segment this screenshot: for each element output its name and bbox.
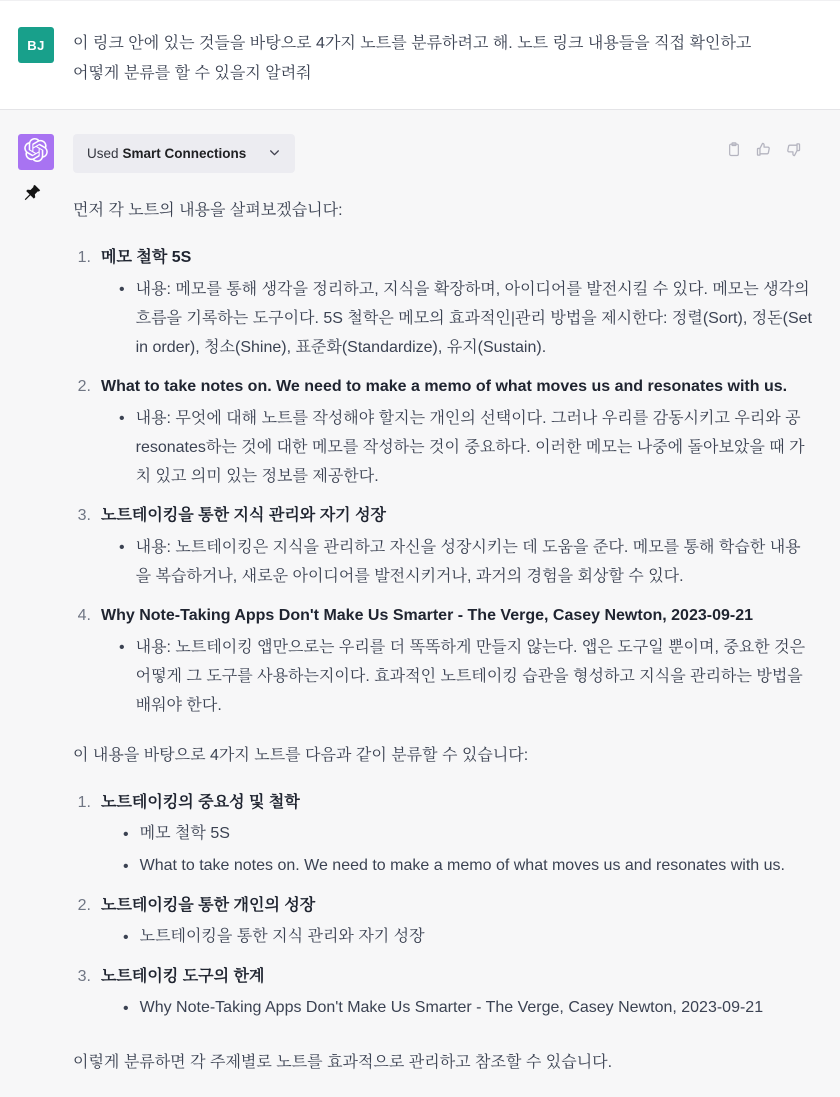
list-number: 2.	[77, 897, 91, 914]
bullet-marker: •	[119, 539, 125, 556]
note-content: 내용: 메모를 통해 생각을 정리하고, 지식을 확장하며, 아이디어를 발전시킬 수 있다. 메모는 생각의 흐름을 기록하는 도구이다. 5S 철학은 메모의 효과적인|관리 방법을 제시한다: 정렬(Sort), 정돈(Set in order), 청소(Shine), 표준화(Standardize), 유지(Sustain).	[135, 281, 812, 356]
assistant-header	[73, 134, 812, 173]
note-title: What to take notes on. We need to make a memo of what moves us and resonates with us.	[101, 378, 788, 395]
user-message-text: 이 링크 안에 있는 것들을 바탕으로 4가지 노트를 분류하려고 해. 노트 링크 내용들을 직접 확인하고 어떻게 분류를 할 수 있을지 알려줘	[73, 35, 752, 82]
user-avatar-initials: BJ	[27, 37, 45, 53]
bullet-marker: •	[123, 929, 129, 946]
category-item	[73, 962, 812, 1023]
bullet-marker: •	[119, 281, 125, 298]
bullet-marker: •	[123, 858, 129, 875]
category-note: What to take notes on. We need to make a memo of what moves us and resonates with us.	[139, 857, 785, 874]
classification-intro-paragraph: 이 내용을 바탕으로 4가지 노트를 다음과 같이 분류할 수 있습니다:	[73, 747, 529, 764]
note-title: 메모 철학 5S	[101, 249, 192, 266]
bullet-marker: •	[119, 410, 125, 427]
category-note: 노트테이킹을 통한 지식 관리와 자기 성장	[139, 928, 425, 945]
intro-paragraph: 먼저 각 노트의 내용을 살펴보겠습니다:	[73, 202, 343, 219]
bullet-marker: •	[119, 639, 125, 656]
note-content: 내용: 노트테이킹 앱만으로는 우리를 더 똑똑하게 만들지 않는다. 앱은 도구일 뿐이며, 중요한 것은 어떻게 그 도구를 사용하는지이다. 효과적인 노트테이킹 습관을 형성하고 지식을 관리하는 방법을 배워야 한다.	[135, 639, 806, 714]
message-actions	[726, 134, 812, 163]
list-number: 3.	[77, 968, 91, 985]
bullet-marker: •	[123, 1000, 129, 1017]
outro-paragraph: 이렇게 분류하면 각 주제별로 노트를 효과적으로 관리하고 참조할 수 있습니다.	[73, 1054, 613, 1071]
pin-icon[interactable]	[22, 183, 42, 203]
list-number: 1.	[77, 794, 91, 811]
category-title: 노트테이킹을 통한 개인의 성장	[101, 897, 316, 914]
note-content: 내용: 노트테이킹은 지식을 관리하고 자신을 성장시키는 데 도움을 준다. 메모를 통해 학습한 내용을 복습하거나, 새로운 아이디어를 발전시키거나, 과거의 경험을 회상할 수 있다.	[135, 539, 801, 585]
note-item	[73, 243, 812, 362]
assistant-message	[0, 110, 840, 1097]
assistant-body	[73, 134, 812, 1077]
note-item	[73, 601, 812, 720]
list-number: 2.	[77, 378, 91, 395]
user-avatar	[18, 27, 54, 63]
note-title: Why Note-Taking Apps Don't Make Us Smarter - The Verge, Casey Newton, 2023-09-21	[101, 607, 753, 624]
user-message	[0, 0, 840, 110]
bullet-marker: •	[123, 826, 129, 843]
category-title: 노트테이킹 도구의 한계	[101, 968, 265, 985]
list-number: 4.	[77, 607, 91, 624]
note-item	[73, 372, 812, 491]
assistant-markdown	[73, 197, 812, 1077]
assistant-avatar	[18, 134, 54, 170]
assistant-avatar-column	[18, 134, 54, 1077]
note-title: 노트테이킹을 통한 지식 관리와 자기 성장	[101, 507, 386, 524]
thumbs-up-button[interactable]	[755, 141, 772, 163]
list-number: 1.	[77, 249, 91, 266]
category-item	[73, 788, 812, 881]
openai-logo-icon	[24, 138, 48, 167]
smart-connections-dropdown-label: Used Smart Connections	[87, 146, 247, 161]
copy-button[interactable]	[726, 141, 742, 163]
chevron-down-icon	[268, 146, 281, 162]
list-number: 3.	[77, 507, 91, 524]
category-item	[73, 891, 812, 952]
note-item	[73, 501, 812, 591]
category-note: 메모 철학 5S	[139, 825, 230, 842]
note-content: 내용: 무엇에 대해 노트를 작성해야 할지는 개인의 선택이다. 그러나 우리를 감동시키고 우리와 공 resonates하는 것에 대한 메모를 작성하는 것이 중요하다. 이러한 메모는 나중에 돌아보았을 때 가치 있고 의미 있는 정보를 제공한다.	[135, 410, 805, 485]
category-note: Why Note-Taking Apps Don't Make Us Smarter - The Verge, Casey Newton, 2023-09-21	[139, 999, 764, 1016]
thumbs-down-button[interactable]	[785, 141, 802, 163]
category-title: 노트테이킹의 중요성 및 철학	[101, 794, 300, 811]
smart-connections-dropdown-button[interactable]	[73, 134, 295, 173]
